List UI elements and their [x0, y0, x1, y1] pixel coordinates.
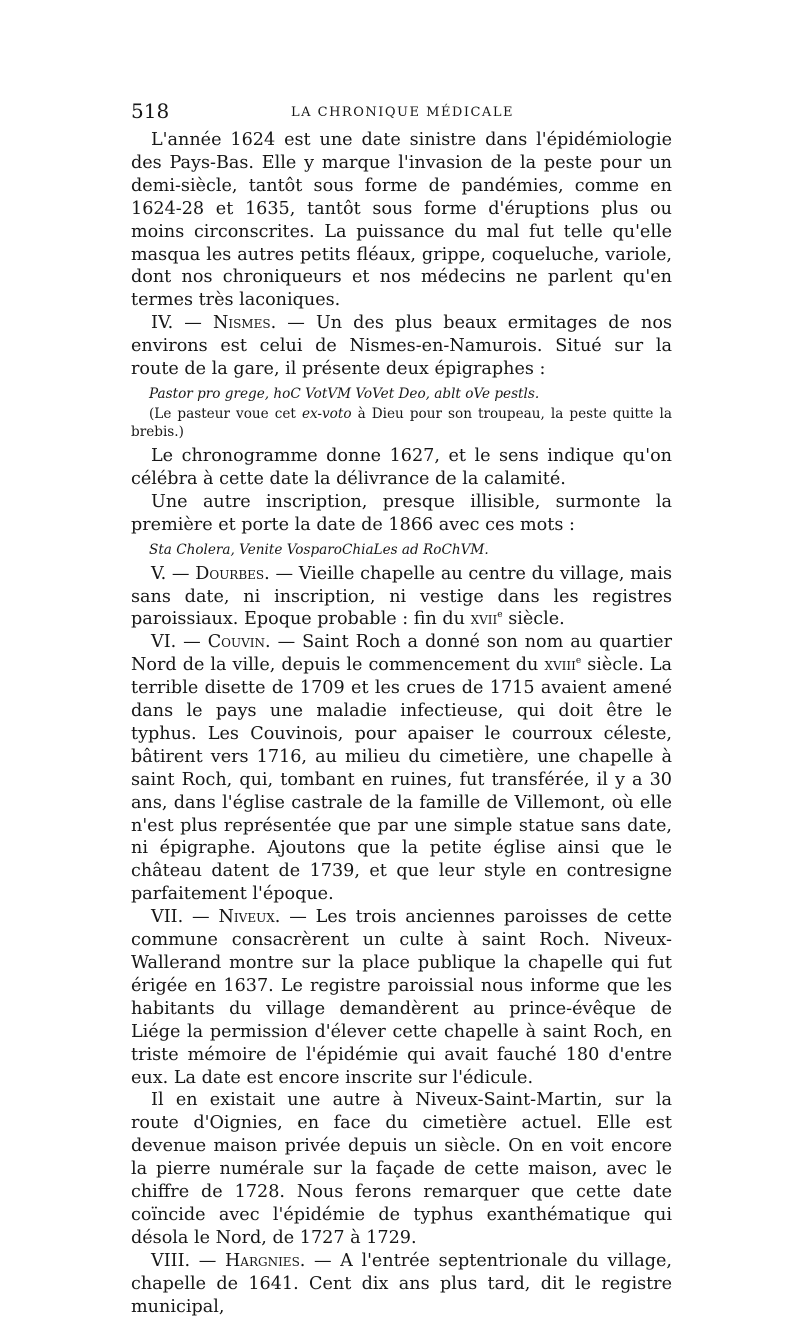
section-text: — Un des plus beaux ermitages de nos environs est celui de Nismes-en-Namurois. Situé sur la route de la gare, il présente deux épigraphes : — [131, 313, 673, 380]
paragraph-niveux-saint-martin: Il en existait une autre à Niveux-Saint-Martin, sur la route d'Oignies, en face du cimetière actuel. Elle est devenue maison privée depuis un siècle. On en voit encore la pierre numérale sur la façade de cette maison, avec le chiffre de 1728. Nous ferons remarquer que cette date coïncide avec l'épidémie de typhus exanthématique qui désola le Nord, de 1727 à 1729. — [131, 1090, 672, 1248]
book-page — [131, 99, 672, 1319]
section-viii-hargnies: VIII. — Hargnies. — A l'entrée septentrionale du village, chapelle de 1641. Cent dix ans plus tard, dit le registre municipal, — [131, 1250, 672, 1317]
paragraph-autre-inscription: Une autre inscription, presque illisible, surmonte la première et porte la date de 1866 avec ces mots : — [131, 491, 672, 535]
epigraph-cholera: Sta Cholera, Venite VosparoChiaLes ad RoChVM. — [149, 541, 489, 558]
ex-voto-italic: ex-voto — [301, 405, 352, 422]
place-name: Dourbes. — [195, 563, 270, 584]
page-header — [131, 99, 672, 129]
place-name: Couvin. — [207, 632, 271, 653]
section-vi-couvin: VI. — Couvin. — Saint Roch a donné son nom au quartier Nord de la ville, depuis le commencement du xviii$^e$ siècle. La terrible disette de 1709 et les crues de 1715 avaient amené dans le pays une maladie infectieuse, qui doit être le typhus. Les Couvinois, pour apaiser le courroux céleste, bâtirent vers 1716, au milieu du cimetière, une chapelle à saint Roch, qui, tombant en ruines, fut transférée, il y a 30 ans, dans l'église castrale de la famille de Villemont, où elle n'est plus représentée que par une simple statue sans date, ni épigraphe. Ajoutons que la petite église ainsi que le château datent de 1739, et que leur style en contresigne parfaitement l'époque. — [131, 632, 673, 905]
section-number: IV. — — [151, 313, 202, 334]
running-title: LA CHRONIQUE MÉDICALE — [291, 105, 514, 120]
paragraph-chronogramme: Le chronogramme donne 1627, et le sens indique qu'on célébra à cette date la délivrance de la calamité. — [131, 445, 672, 489]
section-vii-niveux: VII. — Niveux. — Les trois anciennes paroisses de cette commune consacrèrent un culte à saint Roch. Niveux-Wallerand montre sur la place publique la chapelle qui fut érigée en 1637. Le registre paroissial nous informe que les habitants du village demandèrent au prince-évêque de Liége la permission d'élever cette chapelle à saint Roch, en triste mémoire de l'épidémie qui avait fauché 180 d'entre eux. La date est encore inscrite sur l'édicule. — [131, 907, 672, 1088]
place-name: Hargnies. — [224, 1250, 306, 1271]
place-name: Nismes. — [212, 313, 277, 334]
place-name: Niveux. — [218, 907, 281, 928]
paragraph-1624: L'année 1624 est une date sinistre dans l'épidémiologie des Pays-Bas. Elle y marque l'invasion de la peste pour un demi-siècle, tantôt sous forme de pandémies, comme en 1624-28 et 1635, tantôt sous forme d'éruptions plus ou moins circonscrites. La puissance du mal fut telle qu'elle masqua les autres petits fléaux, grippe, coqueluche, variole, dont nos chroniqueurs et nos médecins ne parlent qu'en termes très laconiques. — [131, 130, 672, 311]
epigraph-translation: (Le pasteur voue cet ex-voto à Dieu pour son troupeau, la peste quitte la brebis.) — [131, 405, 672, 440]
section-v-dourbes: V. — Dourbes. — Vieille chapelle au centre du village, mais sans date, ni inscription, ni vestige dans les registres paroissiaux. Epoque probable : fin du xvii$^e$ siècle. — [131, 563, 673, 630]
section-iv-nismes — [131, 312, 672, 381]
epigraph-pastor: Pastor pro grege, hoC VotVM VoVet Deo, ablt oVe pestls. — [149, 385, 540, 402]
page-number: 518 — [131, 99, 170, 123]
